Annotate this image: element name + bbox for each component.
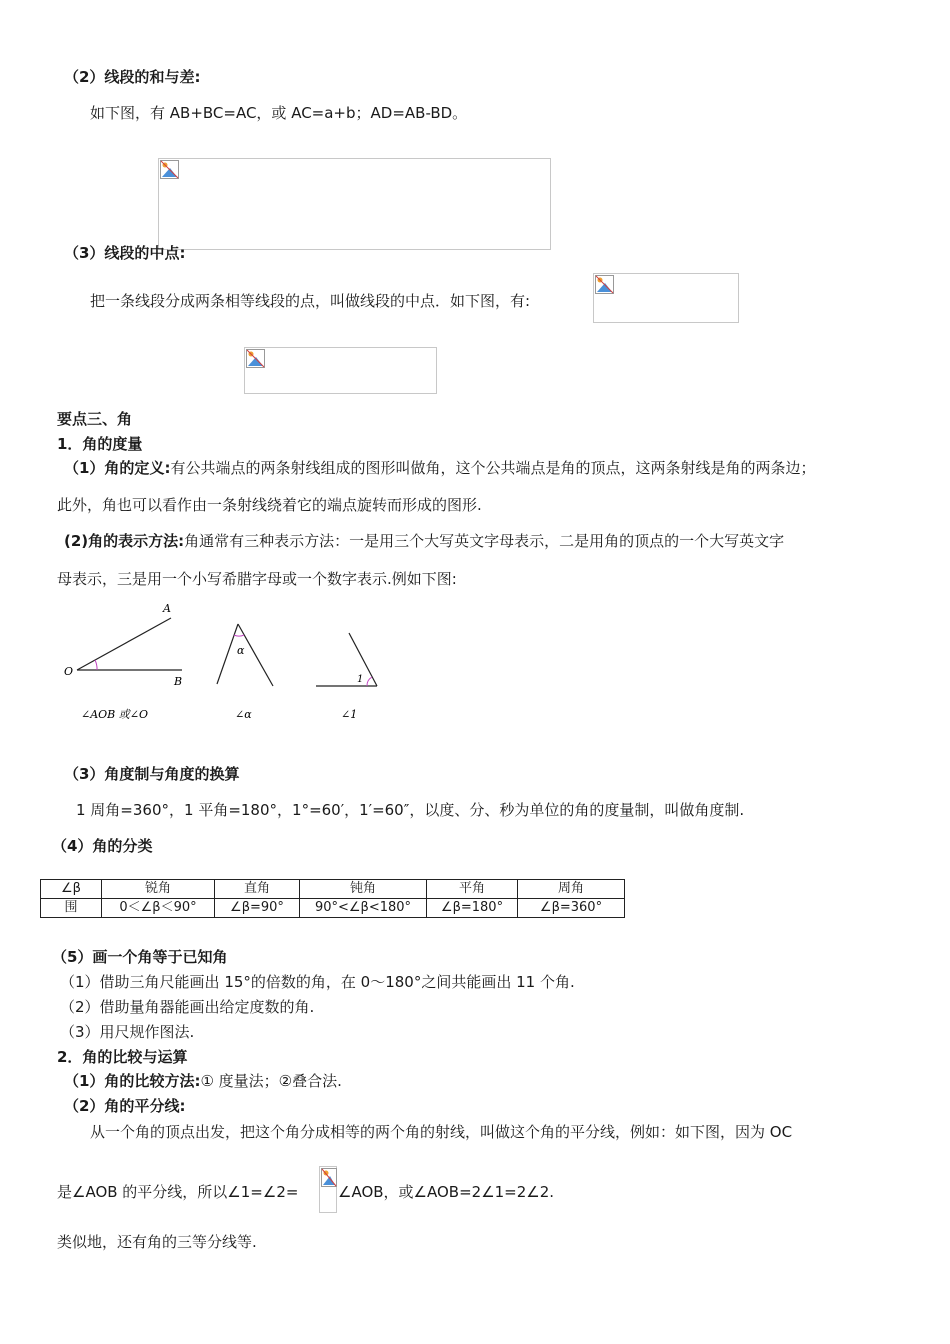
table-cell: ∠β=360° <box>518 899 625 918</box>
broken-image-icon <box>160 160 179 179</box>
paragraph-angle-representation <box>64 530 784 551</box>
section-title-angle: 要点三、角 <box>57 410 133 428</box>
caption-angle-one: ∠1 <box>341 708 358 721</box>
broken-image-icon <box>595 275 614 294</box>
section-heading-midpoint: （3）线段的中点: <box>64 244 186 262</box>
caption-angle-alpha: ∠α <box>235 708 252 721</box>
paragraph-angle-units: 1 周角=360°，1 平角=180°，1°=60′，1′=60″，以度、分、秒为单位的角的度量制，叫做角度制. <box>76 801 745 819</box>
angle-notation-figure <box>55 598 395 728</box>
paragraph-angle-definition <box>64 457 815 478</box>
broken-image-icon <box>321 1168 337 1187</box>
representation-text: 角通常有三种表示方法：一是用三个大写英文字母表示，二是用角的顶点的一个大写英文字 <box>184 532 785 550</box>
image-placeholder-midpoint-figure <box>244 347 437 394</box>
caption-angle-aob: ∠AOB 或∠O <box>81 708 148 721</box>
paragraph-midpoint: 把一条线段分成两条相等线段的点，叫做线段的中点．如下图，有: <box>90 292 531 310</box>
paragraph-trisector: 类似地，还有角的三等分线等. <box>57 1233 257 1251</box>
label-one: 1 <box>357 674 364 685</box>
broken-image-icon <box>246 349 265 368</box>
section-heading-draw-angle: （5）画一个角等于已知角 <box>52 948 228 966</box>
label-point-o: O <box>64 665 74 678</box>
label-alpha: α <box>237 644 245 657</box>
paragraph-bisector-cont-b: ∠AOB，或∠AOB=2∠1=2∠2. <box>338 1183 555 1201</box>
list-item: （2）借助量角器能画出给定度数的角. <box>60 998 315 1016</box>
section-heading-angle-classification: （4）角的分类 <box>52 837 153 855</box>
definition-text: 有公共端点的两条射线组成的图形叫做角，这个公共端点是角的顶点，这两条射线是角的两条边； <box>170 459 816 477</box>
section-heading-bisector: （2）角的平分线: <box>64 1097 186 1115</box>
list-item: （1）借助三角尺能画出 15°的倍数的角，在 0～180°之间共能画出 11 个角. <box>60 973 575 991</box>
table-cell: 钝角 <box>300 880 427 899</box>
paragraph-angle-definition-cont: 此外，角也可以看作由一条射线绕着它的端点旋转而形成的图形. <box>57 496 482 514</box>
table-row <box>41 899 625 918</box>
compare-method-label: （1）角的比较方法: <box>64 1072 201 1090</box>
list-item: （3）用尺规作图法. <box>60 1023 195 1041</box>
angle-one-drawing <box>316 633 377 721</box>
subsection-angle-measure: 1．角的度量 <box>57 435 143 453</box>
definition-label: （1）角的定义: <box>64 459 171 477</box>
table-header-row <box>41 880 625 899</box>
label-point-b: B <box>174 675 183 688</box>
table-cell: ∠β=180° <box>427 899 518 918</box>
table-cell: 0＜∠β＜90° <box>102 899 215 918</box>
image-placeholder-segment-sum <box>158 158 551 250</box>
image-placeholder-midpoint-formula <box>593 273 739 323</box>
label-point-a: A <box>163 602 171 615</box>
paragraph-sum-difference: 如下图，有 AB+BC=AC，或 AC=a+b；AD=AB-BD。 <box>90 104 468 122</box>
subsection-angle-compare: 2．角的比较与运算 <box>57 1048 188 1066</box>
paragraph-angle-representation-cont: 母表示，三是用一个小写希腊字母或一个数字表示.例如下图: <box>57 570 457 588</box>
image-placeholder-fraction-half <box>319 1166 337 1213</box>
angle-alpha-drawing <box>217 624 273 721</box>
paragraph-compare-method <box>64 1070 342 1091</box>
table-cell: 锐角 <box>102 880 215 899</box>
table-cell: ∠β <box>41 880 102 899</box>
compare-method-text: ① 度量法；②叠合法. <box>200 1072 342 1090</box>
angle-aob-drawing <box>64 602 182 721</box>
table-cell: 90°<∠β<180° <box>300 899 427 918</box>
representation-label: (2)角的表示方法: <box>64 532 185 550</box>
table-cell: 平角 <box>427 880 518 899</box>
table-cell: 围 <box>41 899 102 918</box>
table-cell: ∠β=90° <box>215 899 300 918</box>
paragraph-bisector-cont-a: 是∠AOB 的平分线，所以∠1=∠2= <box>57 1183 299 1201</box>
paragraph-bisector: 从一个角的顶点出发，把这个角分成相等的两个角的射线，叫做这个角的平分线，例如：如下图，因为 OC <box>90 1123 793 1141</box>
angle-classification-table <box>40 879 625 918</box>
table-cell: 周角 <box>518 880 625 899</box>
section-heading-angle-units: （3）角度制与角度的换算 <box>64 765 240 783</box>
table-cell: 直角 <box>215 880 300 899</box>
section-heading-sum-difference: （2）线段的和与差: <box>64 68 201 86</box>
